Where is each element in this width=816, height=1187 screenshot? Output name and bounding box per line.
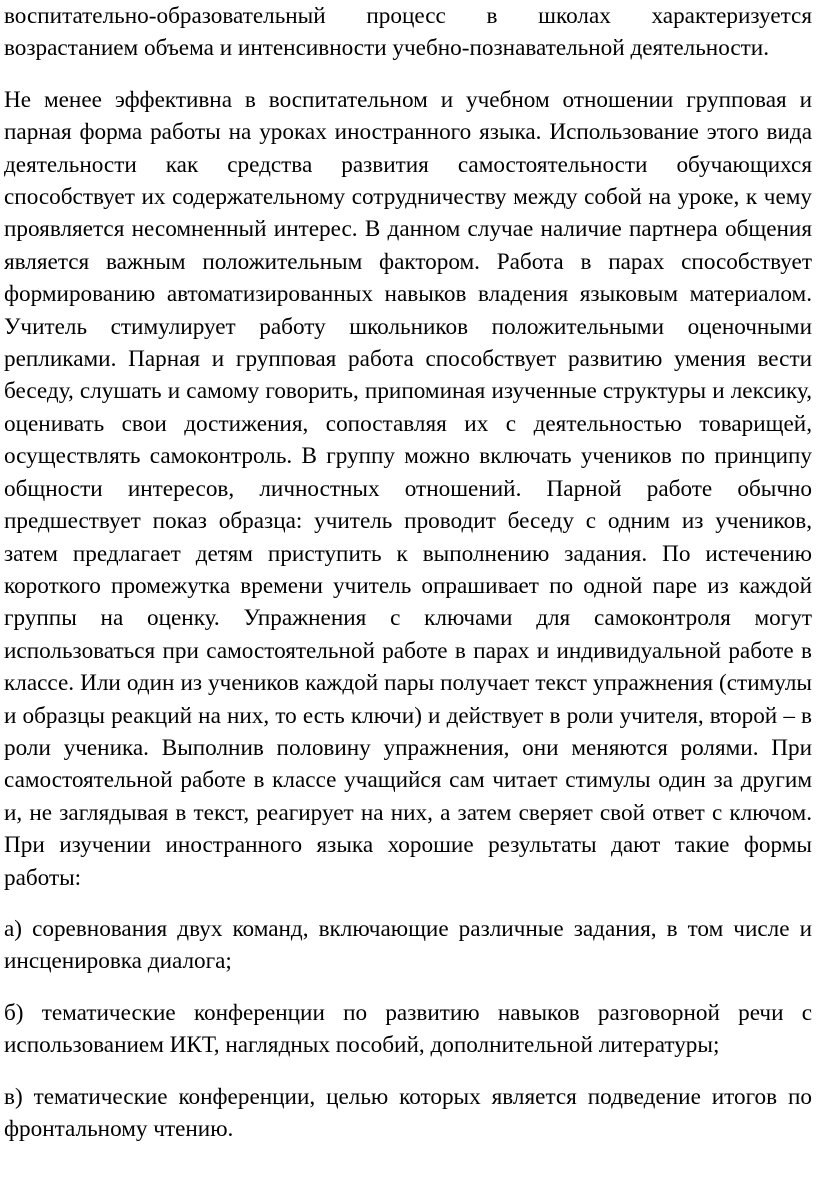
paragraph-intro: воспитательно-образовательный процесс в школах характеризуется возрастанием объема и интенсивности учебно-познавательной деятельности. xyxy=(4,3,812,62)
paragraph-main: Не менее эффективна в воспитательном и учебном отношении групповая и парная форма работы на уроках иностранного языка. Использование этого вида деятельности как средства развития самостоятельности обучающихся способствует их содержательному сотрудничеству между собой на уроке, к чему проявляется несомненный интерес. В данном случае наличие партнера общения является важным положительным фактором. Работа в парах способствует формированию автоматизированных навыков владения языковым материалом. Учитель стимулирует работу школьников положительными оценочными репликами. Парная и групповая работа способствует развитию умения вести беседу, слушать и самому говорить, припоминая изученные структуры и лексику, оценивать свои достижения, сопоставляя их с деятельностью товарищей, осуществлять самоконтроль. В группу можно включать учеников по принципу общности интересов, личностных отношений. Парной работе обычно предшествует показ образца: учитель проводит беседу с одним из учеников, затем предлагает детям приступить к выполнению задания. По истечению короткого промежутка времени учитель опрашивает по одной паре из каждой группы на оценку. Упражнения с ключами для самоконтроля могут использоваться при самостоятельной работе в парах и индивидуальной работе в классе. Или один из учеников каждой пары получает текст упражнения (стимулы и образцы реакций на них, то есть ключи) и действует в роли учителя, второй – в роли ученика. Выполнив половину упражнения, они меняются ролями. При самостоятельной работе в классе учащийся сам читает стимулы один за другим и, не заглядывая в текст, реагирует на них, а затем сверяет свой ответ с ключом. При изучении иностранного языка хорошие результаты дают такие формы работы: xyxy=(4,86,812,891)
list-item-c: в) тематические конференции, целью которых является подведение итогов по фронтальному чтению. xyxy=(4,1083,812,1142)
list-item-a: а) соревнования двух команд, включающие различные задания, в том числе и инсценировка диалога; xyxy=(4,915,812,975)
document-page xyxy=(4,0,812,1164)
list-item-b: б) тематические конференции по развитию навыков разговорной речи с использованием ИКТ, наглядных пособий, дополнительной литературы; xyxy=(4,999,812,1059)
